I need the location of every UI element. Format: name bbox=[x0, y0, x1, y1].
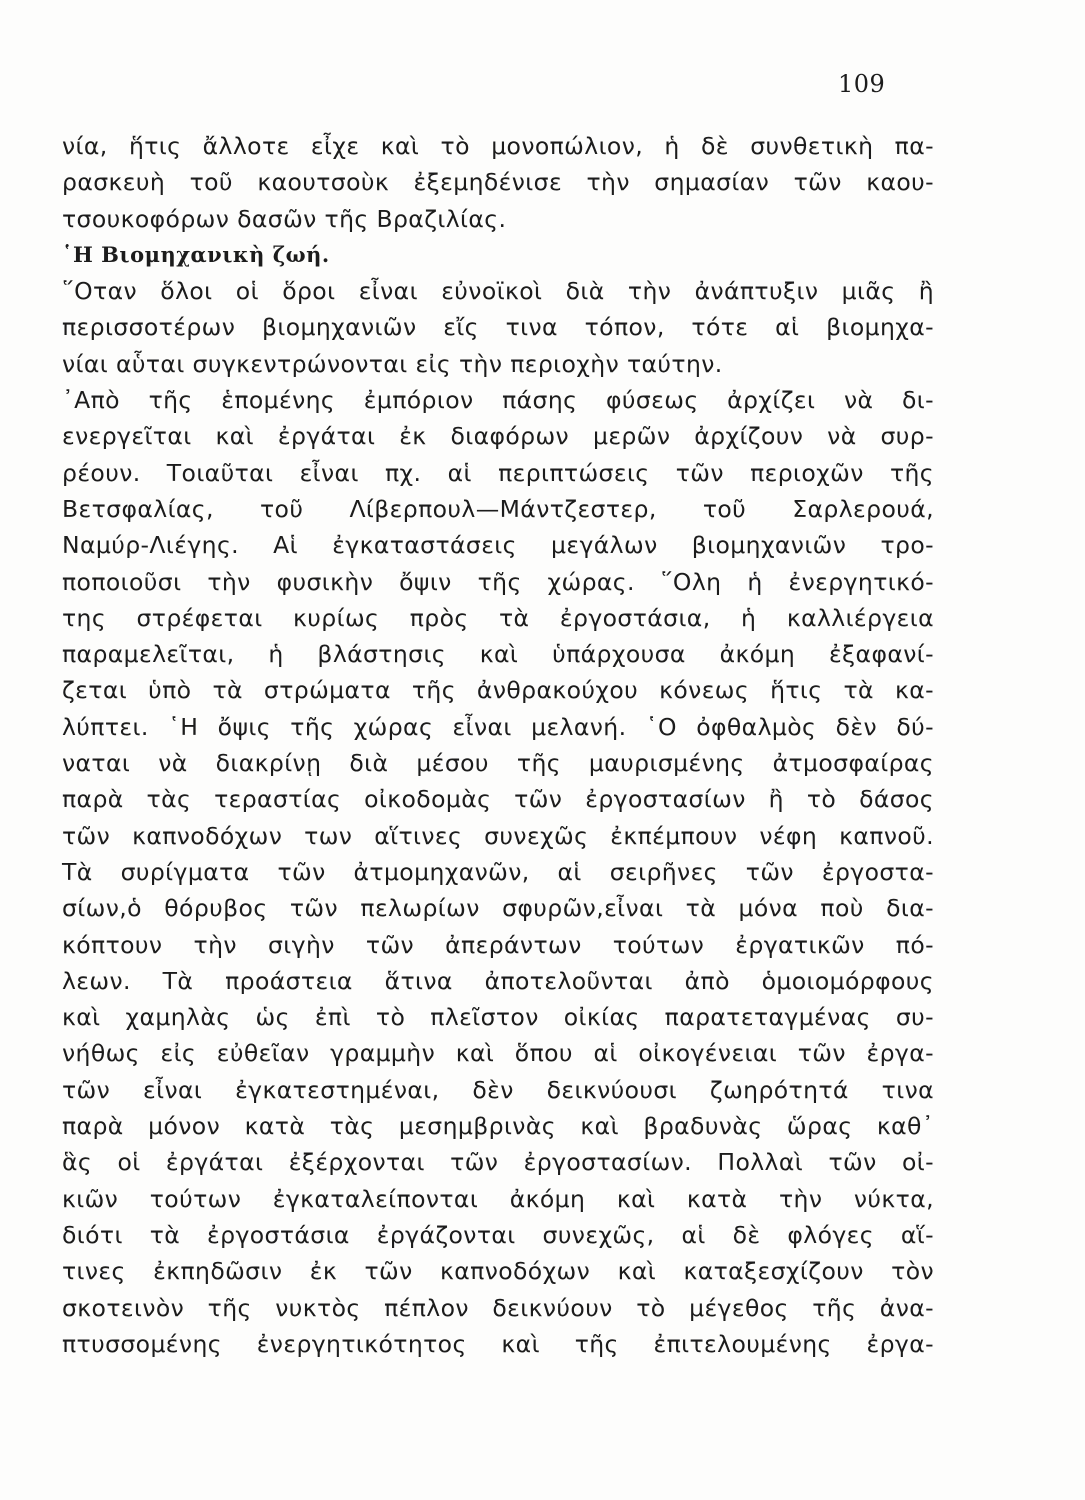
text-line: ῞Οταν ὅλοι οἱ ὅροι εἶναι εὐνοϊκοὶ διὰ τὴν ἀνάπτυξιν μιᾶς ἢ bbox=[62, 277, 934, 306]
text-line: παραμελεῖται, ἡ βλάστησις καὶ ὑπάρχουσα ἀκόμη ἐξαφανί- bbox=[62, 640, 934, 669]
text-line: νία, ἥτις ἄλλοτε εἶχε καὶ τὸ μονοπώλιον, ἡ δὲ συνθετικὴ πα- bbox=[62, 132, 934, 160]
text-line: παρὰ μόνον κατὰ τὰς μεσημβρινὰς καὶ βραδυνὰς ὥρας καθ᾽ bbox=[62, 1112, 934, 1141]
text-line: Τὰ συρίγματα τῶν ἀτμομηχανῶν, αἱ σειρῆνες τῶν ἐργοστα- bbox=[62, 857, 934, 886]
text-line: τινες ἐκπηδῶσιν ἐκ τῶν καπνοδόχων καὶ καταξεσχίζουν τὸν bbox=[62, 1257, 934, 1286]
page-body bbox=[62, 128, 934, 1362]
text-line: νήθως εἰς εὐθεῖαν γραμμὴν καὶ ὅπου αἱ οἰκογένειαι τῶν ἐργα- bbox=[62, 1039, 934, 1068]
text-line: ναται νὰ διακρίνῃ διὰ μέσου τῆς μαυρισμένης ἀτμοσφαίρας bbox=[62, 749, 934, 778]
section-heading: ῾Η Βιομηχανικὴ ζωή. bbox=[62, 241, 330, 267]
paragraph-1 bbox=[62, 128, 934, 237]
text-line: ζεται ὑπὸ τὰ στρώματα τῆς ἀνθρακούχου κόνεως ἥτις τὰ κα- bbox=[62, 676, 934, 705]
text-line: παρὰ τὰς τεραστίας οἰκοδομὰς τῶν ἐργοστασίων ἢ τὸ δάσος bbox=[62, 785, 934, 814]
text-line: ᾿Απὸ τῆς ἑπομένης ἐμπόριον πάσης φύσεως ἀρχίζει νὰ δι- bbox=[62, 386, 934, 415]
text-line: ενεργεῖται καὶ ἐργάται ἐκ διαφόρων μερῶν ἀρχίζουν νὰ συρ- bbox=[62, 422, 934, 451]
text-line: της στρέφεται κυρίως πρὸς τὰ ἐργοστάσια, ἡ καλλιέργεια bbox=[62, 603, 934, 632]
text-line: λύπτει. ῾Η ὄψις τῆς χώρας εἶναι μελανή. ῾Ο ὀφθαλμὸς δὲν δύ- bbox=[62, 712, 934, 741]
text-line: λεων. Τὰ προάστεια ἅτινα ἀποτελοῦνται ἀπὸ ὁμοιομόρφους bbox=[62, 966, 934, 995]
text-line: Ναμύρ-Λιέγης. Αἱ ἐγκαταστάσεις μεγάλων βιομηχανιῶν τρο- bbox=[62, 531, 934, 560]
text-line: ρέουν. Τοιαῦται εἶναι πχ. αἱ περιπτώσεις τῶν περιοχῶν τῆς bbox=[62, 458, 934, 487]
text-line: Βετσφαλίας, τοῦ Λίβερπουλ—Μάντζεστερ, τοῦ Σαρλερουά, bbox=[62, 494, 934, 523]
text-line: κόπτουν τὴν σιγὴν τῶν ἀπεράντων τούτων ἐργατικῶν πό- bbox=[62, 930, 934, 959]
text-line: περισσοτέρων βιομηχανιῶν εἴς τινα τόπον, τότε αἱ βιομηχα- bbox=[62, 313, 934, 342]
text-line: ἃς οἱ ἐργάται ἐξέρχονται τῶν ἐργοστασίων. Πολλαὶ τῶν οἰ- bbox=[62, 1148, 934, 1177]
text-line: τσουκοφόρων δασῶν τῆς Βραζιλίας. bbox=[62, 204, 507, 233]
text-line: σκοτεινὸν τῆς νυκτὸς πέπλον δεικνύουν τὸ μέγεθος τῆς ἀνα- bbox=[62, 1293, 934, 1322]
text-line: καὶ χαμηλὰς ὡς ἐπὶ τὸ πλεῖστον οἰκίας παρατεταγμένας συ- bbox=[62, 1003, 934, 1032]
text-line: τῶν εἶναι ἐγκατεστημέναι, δὲν δεικνύουσι ζωηρότητά τινα bbox=[62, 1075, 934, 1104]
text-line: διότι τὰ ἐργοστάσια ἐργάζονται συνεχῶς, αἱ δὲ φλόγες αἵ- bbox=[62, 1220, 934, 1249]
paragraph-3 bbox=[62, 382, 934, 1362]
text-line: ποποιοῦσι τὴν φυσικὴν ὄψιν τῆς χώρας. ῞Ολη ἡ ἐνεργητικό- bbox=[62, 567, 934, 596]
page-number: 109 bbox=[838, 70, 886, 98]
text-line: σίων,ὁ θόρυβος τῶν πελωρίων σφυρῶν,εἶναι τὰ μόνα ποὺ δια- bbox=[62, 894, 934, 923]
paragraph-2 bbox=[62, 273, 934, 382]
text-line: ρασκευὴ τοῦ καουτσοὺκ ἐξεμηδένισε τὴν σημασίαν τῶν καου- bbox=[62, 168, 934, 197]
text-line: τῶν καπνοδόχων των αἵτινες συνεχῶς ἐκπέμπουν νέφη καπνοῦ. bbox=[62, 821, 934, 850]
text-line: πτυσσομένης ἐνεργητικότητος καὶ τῆς ἐπιτελουμένης ἐργα- bbox=[62, 1329, 934, 1358]
text-line: νίαι αὗται συγκεντρώνονται εἰς τὴν περιοχὴν ταύτην. bbox=[62, 349, 723, 378]
text-line: κιῶν τούτων ἐγκαταλείπονται ἀκόμη καὶ κατὰ τὴν νύκτα, bbox=[62, 1184, 934, 1213]
